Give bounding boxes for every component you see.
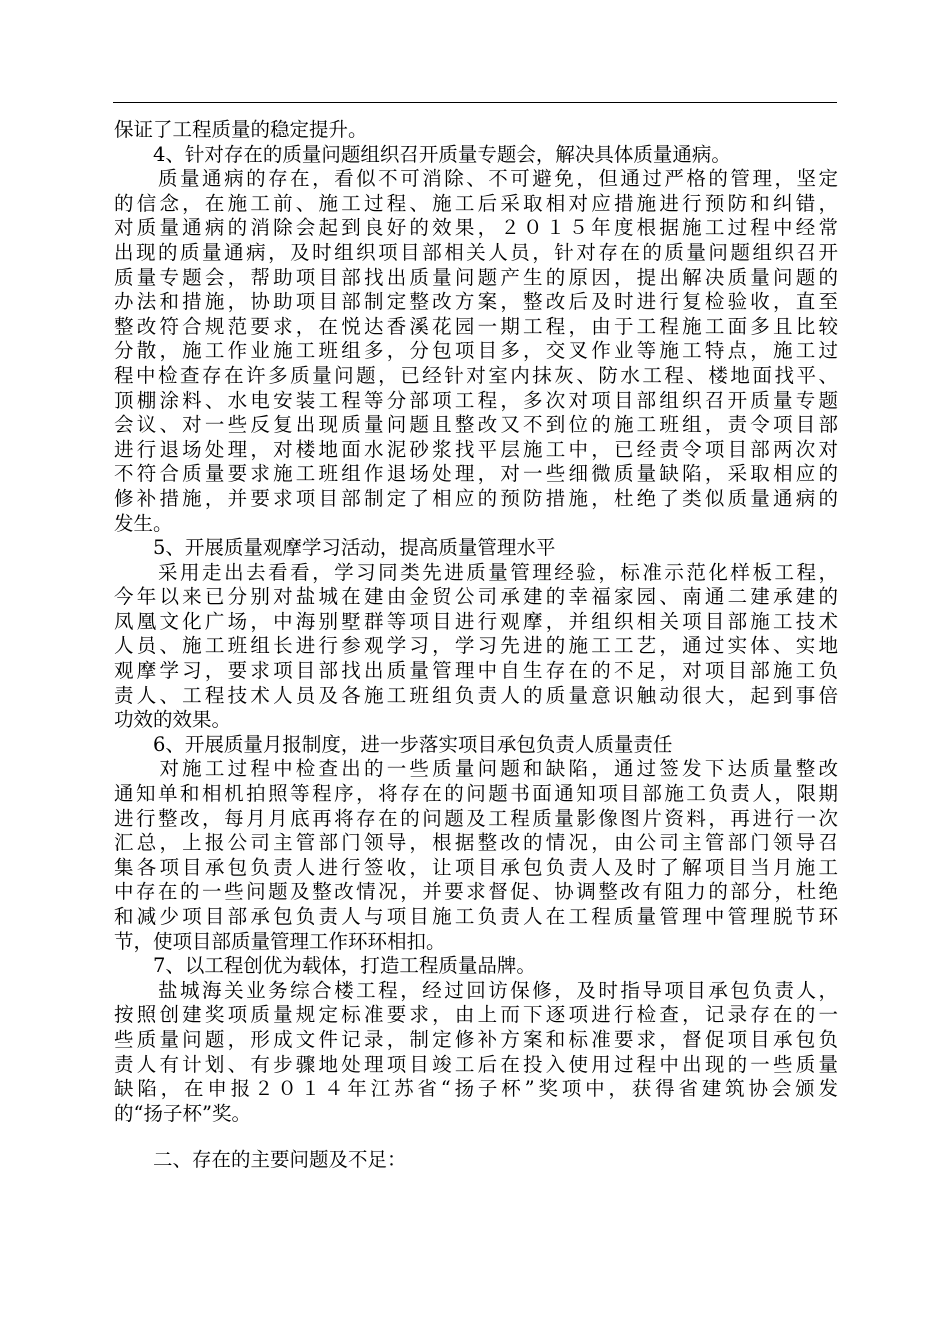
text-line: 汇总，上报公司主管部门领导，根据整改的情况，由公司主管部门领导召: [114, 831, 838, 855]
text-line: 的“扬子杯”奖。: [114, 1101, 251, 1125]
heading-7: 7、以工程创优为载体，打造工程质量品牌。: [114, 954, 536, 978]
text-line: 对质量通病的消除会起到良好的效果，２０１５年度根据施工过程中经常: [114, 216, 838, 240]
text-line: 保证了工程质量的稳定提升。: [114, 118, 368, 141]
text-line: 质量专题会，帮助项目部找出质量问题产生的原因，提出解决质量问题的: [114, 265, 838, 289]
text-line: 分散，施工作业施工班组多，分包项目多，交叉作业等施工特点，施工过: [114, 339, 838, 363]
text-line: 修补措施，并要求项目部制定了相应的预防措施，杜绝了类似质量通病的: [114, 486, 838, 510]
text-line: 节，使项目部质量管理工作环环相扣。: [114, 929, 446, 953]
text-line: 盐城海关业务综合楼工程，经过回访保修，及时指导项目承包负责人，: [114, 978, 838, 1002]
text-line: 会议、对一些反复出现质量问题且整改又不到位的施工班组，责令项目部: [114, 413, 838, 437]
text-line: 责人、工程技术人员及各施工班组负责人的质量意识触动很大，起到事倍: [114, 683, 838, 707]
text-line: 对施工过程中检查出的一些质量问题和缺陷，通过签发下达质量整改: [114, 757, 838, 781]
text-line: 今年以来已分别对盐城在建由金贸公司承建的幸福家园、南通二建承建的: [114, 585, 838, 609]
text-line: 的信念，在施工前、施工过程、施工后采取相对应措施进行预防和纠错，: [114, 191, 838, 215]
text-line: 进行退场处理，对楼地面水泥砂浆找平层施工中，已经责令项目部两次对: [114, 437, 838, 461]
section-heading: 二、存在的主要问题及不足：: [114, 1148, 407, 1172]
text-line: 不符合质量要求施工班组作退场处理，对一些细微质量缺陷，采取相应的: [114, 462, 838, 486]
text-line: 功效的效果。: [114, 708, 232, 732]
text-line: 采用走出去看看，学习同类先进质量管理经验，标准示范化样板工程，: [114, 560, 838, 584]
text-line: 发生。: [114, 511, 173, 535]
body-text: [114, 118, 838, 1173]
text-line: 整改符合规范要求，在悦达香溪花园一期工程，由于工程施工面多且比较: [114, 314, 838, 338]
heading-4: 4、针对存在的质量问题组织召开质量专题会，解决具体质量通病。: [114, 142, 731, 166]
text-line: 观摩学习，要求项目部找出质量管理中自生存在的不足，对项目部施工负: [114, 659, 838, 683]
text-line: 办法和措施，协助项目部制定整改方案，整改后及时进行复检验收，直至: [114, 290, 838, 314]
text-line: 和减少项目部承包负责人与项目施工负责人在工程质量管理中管理脱节环: [114, 905, 838, 928]
heading-5: 5、开展质量观摩学习活动，提高质量管理水平: [114, 536, 556, 560]
text-line: 缺陷，在申报２０１４年江苏省“扬子杯”奖项中，获得省建筑协会颁发: [114, 1077, 838, 1101]
text-line: 出现的质量通病，及时组织项目部相关人员，针对存在的质量问题组织召开: [114, 240, 838, 264]
text-line: 按照创建奖项质量规定标准要求，由上而下逐项进行检查，记录存在的一: [114, 1003, 838, 1027]
text-line: 集各项目承包负责人进行签收，让项目承包负责人及时了解项目当月施工: [114, 855, 838, 879]
text-line: 进行整改，每月月底再将存在的问题及工程质量影像图片资料，再进行一次: [114, 806, 838, 830]
text-line: 责人有计划、有步骤地处理项目竣工后在投入使用过程中出现的一些质量: [114, 1052, 838, 1076]
text-line: 通知单和相机拍照等程序，将存在的问题书面通知项目部施工负责人，限期: [114, 782, 838, 806]
text-line: 中存在的一些问题及整改情况，并要求督促、协调整改有阻力的部分，杜绝: [114, 880, 838, 904]
heading-6: 6、开展质量月报制度，进一步落实项目承包负责人质量责任: [114, 732, 673, 756]
header-rule: [113, 102, 837, 103]
text-line: 凤凰文化广场，中海别墅群等项目进行观摩，并组织相关项目部施工技术: [114, 609, 838, 633]
text-line: 些质量问题，形成文件记录，制定修补方案和标准要求，督促项目承包负: [114, 1027, 838, 1051]
section-gap: [114, 1126, 838, 1148]
text-line: 人员、施工班组长进行参观学习，学习先进的施工工艺，通过实体、实地: [114, 634, 838, 658]
text-line: 顶棚涂料、水电安装工程等分部项工程，多次对项目部组织召开质量专题: [114, 388, 838, 412]
text-line: 质量通病的存在，看似不可消除、不可避免，但通过严格的管理，坚定: [114, 167, 838, 191]
text-line: 程中检查存在许多质量问题，已经针对室内抹灰、防水工程、楼地面找平、: [114, 363, 838, 387]
